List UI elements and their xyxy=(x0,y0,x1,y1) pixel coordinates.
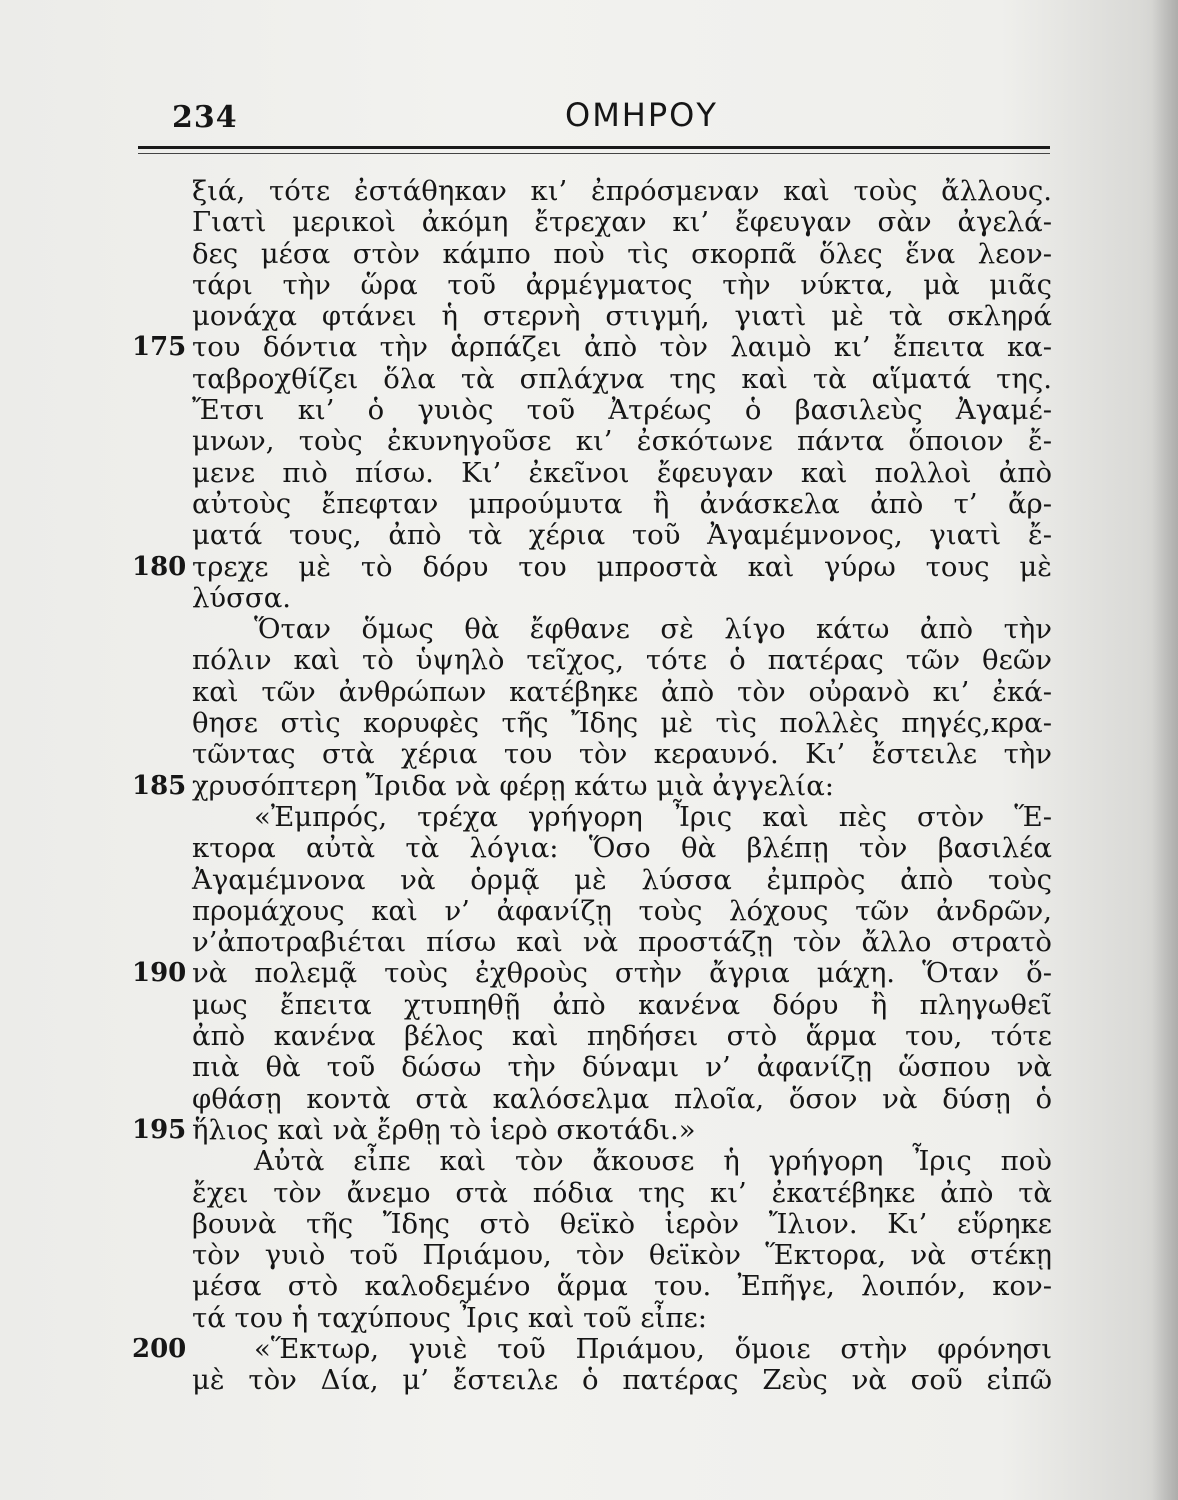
text-line xyxy=(192,1146,1052,1177)
text-line xyxy=(192,458,1052,489)
line-text: Αὐτὰ εἶπε καὶ τὸν ἄκουσε ἡ γρήγορη Ἶρις ποὺ xyxy=(254,1145,1052,1178)
text-line xyxy=(192,1084,1052,1115)
line-text: Γιατὶ μερικοὶ ἀκόμη ἔτρεχαν κι’ ἔφευγαν σὰν ἀγελά- xyxy=(192,206,1052,239)
line-text: λύσσα. xyxy=(192,581,292,614)
line-text: προμάχους καὶ ν’ ἀφανίζῃ τοὺς λόχους τῶν ἀνδρῶν, xyxy=(192,894,1052,927)
text-line xyxy=(192,489,1052,520)
line-text: νὰ πολεμᾷ τοὺς ἐχθροὺς στὴν ἄγρια μάχη. Ὅταν ὅ- xyxy=(192,957,1052,990)
line-text: ἔχει τὸν ἄνεμο στὰ πόδια της κι’ ἐκατέβηκε ἀπὸ τὰ xyxy=(192,1176,1052,1209)
line-text: δες μέσα στὸν κάμπο ποὺ τὶς σκορπᾶ ὅλες ἕνα λεον- xyxy=(192,237,1052,270)
text-line xyxy=(192,802,1052,833)
line-text: τά του ἡ ταχύπους Ἶρις καὶ τοῦ εἶπε: xyxy=(192,1301,707,1334)
line-number: 175 xyxy=(132,332,187,363)
text-line xyxy=(192,270,1052,301)
line-text: μέσα στὸ καλοδεμένο ἅρμα του. Ἐπῆγε, λοιπόν, κον- xyxy=(192,1270,1052,1303)
line-number: 195 xyxy=(132,1114,187,1145)
line-number: 200 xyxy=(132,1333,187,1364)
text-line xyxy=(192,708,1052,739)
line-text: ἀπὸ κανένα βέλος καὶ πηδήσει στὸ ἅρμα του, τότε xyxy=(192,1020,1052,1053)
text-line xyxy=(132,550,1052,583)
text-line xyxy=(192,1271,1052,1302)
line-text: αὐτοὺς ἔπεφταν μπρούμυτα ἢ ἀνάσκελα ἀπὸ τ’ ἄρ- xyxy=(192,487,1052,520)
text-line xyxy=(192,1240,1052,1271)
text-line xyxy=(192,364,1052,395)
text-line xyxy=(192,1365,1052,1396)
line-text: πόλιν καὶ τὸ ὑψηλὸ τεῖχος, τότε ὁ πατέρας τῶν θεῶν xyxy=(192,644,1052,677)
text-line xyxy=(192,739,1052,770)
text-line xyxy=(192,426,1052,457)
text-line xyxy=(192,207,1052,238)
text-line xyxy=(192,520,1052,551)
line-text: «Ἕκτωρ, γυιὲ τοῦ Πριάμου, ὅμοιε στὴν φρόνησι xyxy=(254,1332,1052,1365)
line-text: του δόντια τὴν ἁρπάζει ἀπὸ τὸν λαιμὸ κι’ ἔπειτα κα- xyxy=(192,331,1052,364)
text-line xyxy=(192,865,1052,896)
text-line xyxy=(192,1021,1052,1052)
text-line xyxy=(132,957,1052,990)
text-line xyxy=(132,1113,1052,1146)
line-text: ματά τους, ἀπὸ τὰ χέρια τοῦ Ἀγαμέμνονος, γιατὶ ἔ- xyxy=(192,519,1052,552)
line-text: Ἀγαμέμνονα νὰ ὁρμᾷ μὲ λύσσα ἐμπρὸς ἀπὸ τοὺς xyxy=(192,863,1052,896)
text-line xyxy=(132,331,1052,364)
text-line xyxy=(192,645,1052,676)
line-text: τῶντας στὰ χέρια του τὸν κεραυνό. Κι’ ἔστειλε τὴν xyxy=(192,738,1052,771)
line-text: ἥλιος καὶ νὰ ἔρθῃ τὸ ἱερὸ σκοτάδι.» xyxy=(192,1113,696,1146)
line-text: μνων, τοὺς ἐκυνηγοῦσε κι’ ἐσκότωνε πάντα ὅποιον ἔ- xyxy=(192,425,1052,458)
text-line xyxy=(192,583,1052,614)
line-text: καὶ τῶν ἀνθρώπων κατέβηκε ἀπὸ τὸν οὐρανὸ κι’ ἐκά- xyxy=(192,675,1052,708)
line-text: ξιά, τότε ἐστάθηκαν κι’ ἐπρόσμεναν καὶ τοὺς ἄλλους. xyxy=(192,175,1052,207)
line-text: χρυσόπτερη Ἴριδα νὰ φέρῃ κάτω μιὰ ἀγγελία: xyxy=(192,769,835,802)
text-line xyxy=(192,176,1052,207)
line-number: 180 xyxy=(132,551,187,582)
line-text: πιὰ θὰ τοῦ δώσω τὴν δύναμι ν’ ἀφανίζῃ ὥσπου νὰ xyxy=(192,1051,1052,1084)
text-line xyxy=(192,1209,1052,1240)
text-line xyxy=(192,677,1052,708)
text-line xyxy=(192,927,1052,958)
header-rule xyxy=(138,146,1050,149)
text-line xyxy=(132,1332,1052,1365)
text-line xyxy=(192,395,1052,426)
line-text: θησε στὶς κορυφὲς τῆς Ἴδης μὲ τὶς πολλὲς πηγές,κρα- xyxy=(192,707,1052,740)
text-line xyxy=(132,769,1052,802)
text-line xyxy=(192,1178,1052,1209)
line-text: τὸν γυιὸ τοῦ Πριάμου, τὸν θεϊκὸν Ἕκτορα, νὰ στέκῃ xyxy=(192,1239,1052,1272)
text-line xyxy=(192,239,1052,270)
text-line xyxy=(192,1303,1052,1334)
line-text: Ὅταν ὅμως θὰ ἔφθανε σὲ λίγο κάτω ἀπὸ τὴν xyxy=(254,613,1052,646)
body-text xyxy=(132,175,1052,1397)
line-text: ταβροχθίζει ὅλα τὰ σπλάχνα της καὶ τὰ αἵματά της. xyxy=(192,362,1052,395)
page-number: 234 xyxy=(172,100,238,135)
line-text: μως ἔπειτα χτυπηθῇ ἀπὸ κανένα δόρυ ἢ πληγωθεῖ xyxy=(192,988,1052,1021)
line-text: Ἔτσι κι’ ὁ γυιὸς τοῦ Ἀτρέως ὁ βασιλεὺς Ἀγαμέ- xyxy=(192,394,1052,427)
text-line xyxy=(192,1052,1052,1083)
line-text: κτορα αὐτὰ τὰ λόγια: Ὅσο θὰ βλέπῃ τὸν βασιλέα xyxy=(192,832,1052,865)
line-text: μενε πιὸ πίσω. Κι’ ἐκεῖνοι ἔφευγαν καὶ πολλοὶ ἀπὸ xyxy=(192,456,1052,489)
line-text: φθάσῃ κοντὰ στὰ καλόσελμα πλοῖα, ὅσον νὰ δύσῃ ὁ xyxy=(192,1082,1052,1115)
line-number: 190 xyxy=(132,958,187,989)
line-text: ν’ἀποτραβιέται πίσω καὶ νὰ προστάζῃ τὸν ἄλλο στρατὸ xyxy=(192,926,1052,959)
line-text: μὲ τὸν Δία, μ’ ἔστειλε ὁ πατέρας Ζεὺς νὰ σοῦ εἰπῶ xyxy=(192,1364,1052,1397)
text-line xyxy=(192,614,1052,645)
running-head: ΟΜΗΡΟΥ xyxy=(565,96,718,134)
line-text: τρεχε μὲ τὸ δόρυ του μπροστὰ καὶ γύρω τους μὲ xyxy=(192,550,1052,583)
header-rule-thin xyxy=(138,153,1050,154)
line-text: «Ἐμπρός, τρέχα γρήγορη Ἶρις καὶ πὲς στὸν Ἕ- xyxy=(254,800,1052,833)
text-line xyxy=(192,833,1052,864)
text-line xyxy=(192,990,1052,1021)
line-text: τάρι τὴν ὥρα τοῦ ἀρμέγματος τὴν νύκτα, μὰ μιᾶς xyxy=(192,268,1052,301)
line-number: 185 xyxy=(132,770,187,801)
page-header xyxy=(170,92,1040,136)
text-line xyxy=(192,896,1052,927)
line-text: βουνὰ τῆς Ἴδης στὸ θεϊκὸ ἱερὸν Ἴλιον. Κι’ εὕρηκε xyxy=(192,1207,1052,1240)
text-line xyxy=(192,301,1052,332)
line-text: μονάχα φτάνει ἡ στερνὴ στιγμή, γιατὶ μὲ τὰ σκληρά xyxy=(192,300,1052,333)
page-edge-shadow xyxy=(1152,0,1178,1500)
